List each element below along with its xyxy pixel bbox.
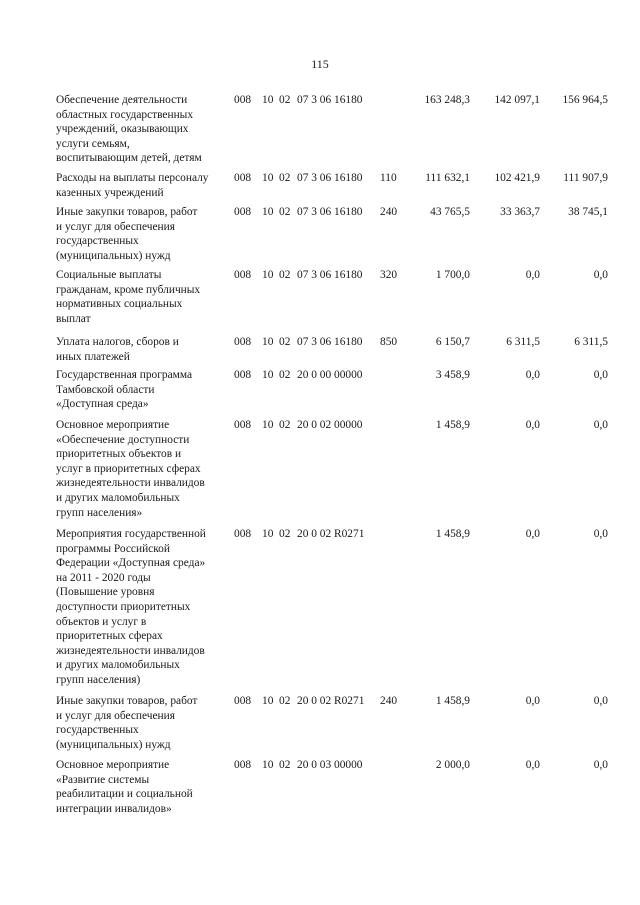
amount-year-2: 0,0 bbox=[525, 269, 540, 281]
amount-year-1: 1 458,9 bbox=[435, 419, 470, 431]
amount-year-1: 43 765,5 bbox=[430, 206, 470, 218]
target-code: 07 3 06 16180 bbox=[297, 206, 363, 218]
ministry-code: 008 bbox=[234, 269, 252, 281]
amount-year-3: 0,0 bbox=[593, 528, 608, 540]
amount-year-3: 38 745,1 bbox=[568, 206, 608, 218]
section-code: 10 bbox=[262, 336, 274, 348]
amount-year-3: 156 964,5 bbox=[562, 94, 608, 106]
row-name: Основное мероприятие «Обеспечение доступности приоритетных объектов и услуг в приоритетных сферах жизнедеятельности инвалидов и других маломобильных групп населения» bbox=[56, 419, 205, 519]
amount-year-1: 1 700,0 bbox=[435, 269, 470, 281]
amount-year-2: 0,0 bbox=[525, 759, 540, 771]
subsection-code: 02 bbox=[279, 695, 291, 707]
amount-year-1: 163 248,3 bbox=[424, 94, 470, 106]
row-name: Мероприятия государственной программы Российской Федерации «Доступная среда» на 2011 - 2020 годы (Повышение уровня доступности приоритетных объектов и услуг в приоритетных сферах жизнедеятельности инвалидов и других маломобильных групп населения) bbox=[56, 528, 206, 686]
amount-year-1: 3 458,9 bbox=[435, 369, 470, 381]
expense-type-code: 320 bbox=[380, 269, 398, 281]
amount-year-2: 142 097,1 bbox=[494, 94, 540, 106]
target-code: 20 0 02 R0271 bbox=[297, 528, 365, 540]
amount-year-1: 111 632,1 bbox=[425, 172, 470, 184]
ministry-code: 008 bbox=[234, 419, 252, 431]
target-code: 07 3 06 16180 bbox=[297, 269, 363, 281]
row-name: Основное мероприятие «Развитие системы реабилитации и социальной интеграции инвалидов» bbox=[56, 759, 193, 815]
amount-year-1: 2 000,0 bbox=[435, 759, 470, 771]
page-number: 115 bbox=[311, 57, 329, 71]
target-code: 07 3 06 16180 bbox=[297, 172, 363, 184]
target-code: 20 0 00 00000 bbox=[297, 369, 363, 381]
section-code: 10 bbox=[262, 172, 274, 184]
ministry-code: 008 bbox=[234, 336, 252, 348]
ministry-code: 008 bbox=[234, 759, 252, 771]
amount-year-3: 0,0 bbox=[593, 695, 608, 707]
target-code: 20 0 02 00000 bbox=[297, 419, 363, 431]
row-name: Государственная программа Тамбовской области «Доступная среда» bbox=[56, 369, 193, 411]
section-code: 10 bbox=[262, 528, 274, 540]
amount-year-3: 0,0 bbox=[593, 269, 608, 281]
amount-year-1: 1 458,9 bbox=[435, 695, 470, 707]
amount-year-3: 0,0 bbox=[593, 369, 608, 381]
target-code: 07 3 06 16180 bbox=[297, 336, 363, 348]
section-code: 10 bbox=[262, 759, 274, 771]
ministry-code: 008 bbox=[234, 206, 252, 218]
amount-year-2: 102 421,9 bbox=[494, 172, 540, 184]
amount-year-2: 6 311,5 bbox=[506, 336, 540, 348]
expense-type-code: 240 bbox=[380, 695, 398, 707]
row-name: Уплата налогов, сборов и иных платежей bbox=[56, 336, 179, 363]
amount-year-2: 0,0 bbox=[525, 419, 540, 431]
target-code: 20 0 03 00000 bbox=[297, 759, 363, 771]
amount-year-2: 0,0 bbox=[525, 695, 540, 707]
section-code: 10 bbox=[262, 269, 274, 281]
amount-year-3: 111 907,9 bbox=[563, 172, 608, 184]
subsection-code: 02 bbox=[279, 94, 291, 106]
subsection-code: 02 bbox=[279, 269, 291, 281]
target-code: 20 0 02 R0271 bbox=[297, 695, 365, 707]
amount-year-2: 33 363,7 bbox=[500, 206, 540, 218]
section-code: 10 bbox=[262, 369, 274, 381]
section-code: 10 bbox=[262, 419, 274, 431]
ministry-code: 008 bbox=[234, 94, 252, 106]
amount-year-3: 6 311,5 bbox=[574, 336, 608, 348]
amount-year-2: 0,0 bbox=[525, 369, 540, 381]
amount-year-3: 0,0 bbox=[593, 419, 608, 431]
subsection-code: 02 bbox=[279, 759, 291, 771]
ministry-code: 008 bbox=[234, 528, 252, 540]
row-name: Социальные выплаты гражданам, кроме публичных нормативных социальных выплат bbox=[56, 269, 201, 325]
amount-year-1: 1 458,9 bbox=[435, 528, 470, 540]
subsection-code: 02 bbox=[279, 206, 291, 218]
section-code: 10 bbox=[262, 695, 274, 707]
ministry-code: 008 bbox=[234, 695, 252, 707]
expense-type-code: 110 bbox=[380, 172, 397, 184]
row-name: Расходы на выплаты персоналу казенных учреждений bbox=[56, 172, 209, 199]
ministry-code: 008 bbox=[234, 369, 252, 381]
row-name: Иные закупки товаров, работ и услуг для обеспечения государственных (муниципальных) нужд bbox=[56, 695, 198, 751]
expense-type-code: 240 bbox=[380, 206, 398, 218]
amount-year-2: 0,0 bbox=[525, 528, 540, 540]
section-code: 10 bbox=[262, 94, 274, 106]
ministry-code: 008 bbox=[234, 172, 252, 184]
subsection-code: 02 bbox=[279, 419, 291, 431]
subsection-code: 02 bbox=[279, 369, 291, 381]
subsection-code: 02 bbox=[279, 172, 291, 184]
expense-type-code: 850 bbox=[380, 336, 398, 348]
target-code: 07 3 06 16180 bbox=[297, 94, 363, 106]
subsection-code: 02 bbox=[279, 528, 291, 540]
section-code: 10 bbox=[262, 206, 274, 218]
amount-year-1: 6 150,7 bbox=[435, 336, 470, 348]
row-name: Обеспечение деятельности областных государственных учреждений, оказывающих услуги семьям, воспитывающим детей, детям bbox=[56, 94, 202, 165]
amount-year-3: 0,0 bbox=[593, 759, 608, 771]
row-name: Иные закупки товаров, работ и услуг для обеспечения государственных (муниципальных) нужд bbox=[56, 206, 198, 262]
subsection-code: 02 bbox=[279, 336, 291, 348]
